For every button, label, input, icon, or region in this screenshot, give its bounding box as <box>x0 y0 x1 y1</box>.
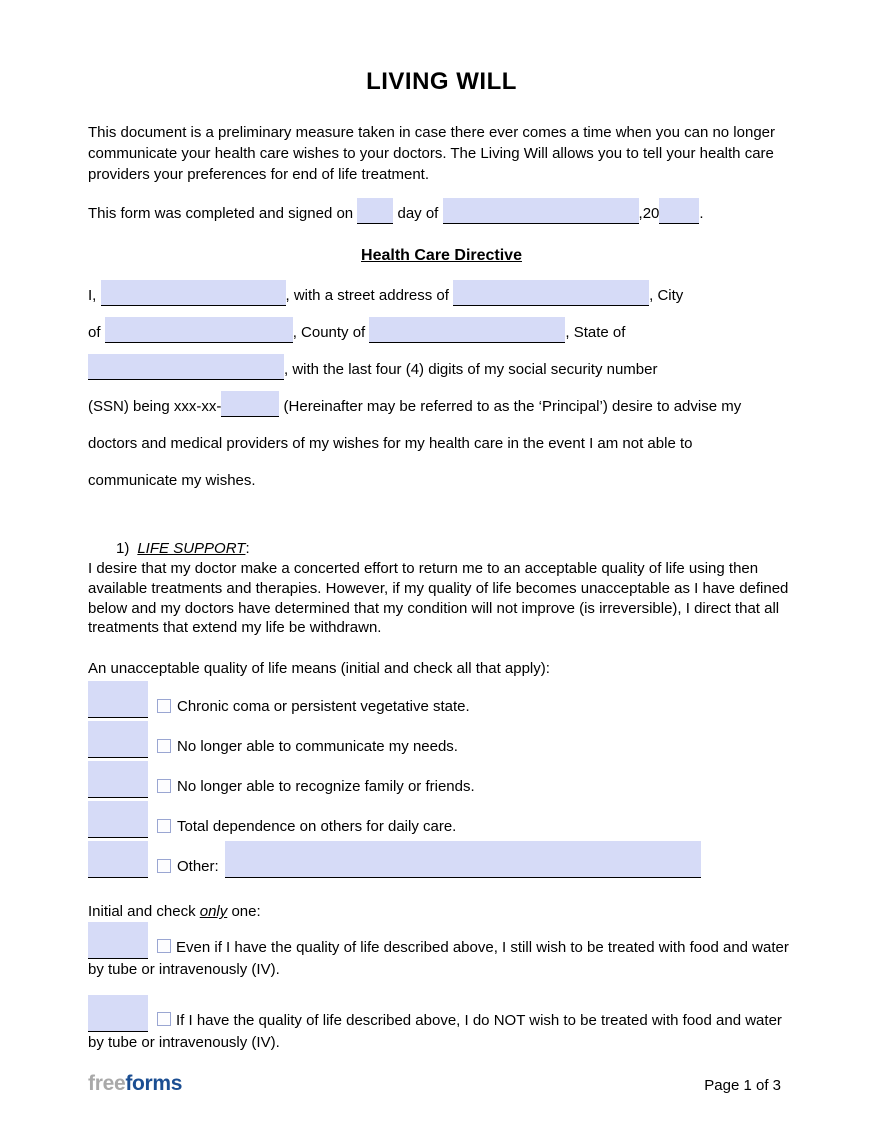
checkbox-communicate-needs[interactable] <box>157 739 171 753</box>
directive-text: , County of <box>292 324 366 341</box>
street-address-field[interactable] <box>453 280 649 306</box>
only-word: only <box>199 903 228 921</box>
criteria-row <box>88 681 795 718</box>
option-label: If I have the quality of life described above, I do NOT wish to be treated with food and water by tube or intravenously (IV). <box>88 1012 782 1052</box>
criteria-label: No longer able to recognize family or friends. <box>177 778 475 796</box>
principal-name-field[interactable] <box>101 280 286 306</box>
checkbox-option-feed-yes[interactable] <box>157 939 171 953</box>
directive-line-3 <box>88 351 795 388</box>
initial-field-option-feed-no[interactable] <box>88 995 148 1032</box>
city-field[interactable] <box>105 317 293 343</box>
directive-line-1 <box>88 277 795 314</box>
checkbox-recognize-family[interactable] <box>157 779 171 793</box>
initial-field-option-feed-yes[interactable] <box>88 922 148 959</box>
logo-free-text: free <box>88 1072 126 1095</box>
criteria-row <box>88 801 795 838</box>
directive-text: , with a street address of <box>285 287 449 304</box>
criteria-intro: An unacceptable quality of life means (initial and check all that apply): <box>88 660 550 678</box>
other-description-field[interactable] <box>225 841 701 878</box>
checkbox-option-feed-no[interactable] <box>157 1012 171 1026</box>
page-number: Page 1 of 3 <box>704 1077 781 1094</box>
section-colon: : <box>245 540 250 557</box>
criteria-row-other <box>88 841 795 878</box>
directive-line-6 <box>88 462 795 499</box>
checkbox-total-dependence[interactable] <box>157 819 171 833</box>
initial-field-total-dependence[interactable] <box>88 801 148 838</box>
signed-dayof-text: day of <box>397 205 439 222</box>
page-footer <box>88 1072 795 1096</box>
ssn-last4-field[interactable] <box>221 391 279 417</box>
checkbox-chronic-coma[interactable] <box>157 699 171 713</box>
initial-field-chronic-coma[interactable] <box>88 681 148 718</box>
signed-year-prefix-text: ,20 <box>638 205 660 222</box>
only-post-text: one: <box>231 903 261 921</box>
initial-field-communicate-needs[interactable] <box>88 721 148 758</box>
intro-paragraph: This document is a preliminary measure taken in case there ever comes a time when you can no longer communicate your health care wishes to your doctors. The Living Will allows you to tell your health care providers your preferences for end of life treatment. <box>88 124 776 183</box>
life-support-body: I desire that my doctor make a concerted effort to return me to an acceptable quality of life using then available treatments and therapies. However, if my quality of life becomes unacceptable as I have defined below and my doctors have determined that my condition will not improve (is irreversible), I direct that all treatments that extend my life be withdrawn. <box>88 560 789 637</box>
state-field[interactable] <box>88 354 284 380</box>
signed-month-field[interactable] <box>443 198 639 224</box>
life-support-heading <box>88 539 795 559</box>
directive-text: , State of <box>565 324 626 341</box>
directive-text: doctors and medical providers of my wishes for my health care in the event I am not able to <box>88 435 693 452</box>
logo-forms-text: forms <box>125 1072 183 1095</box>
criteria-row <box>88 721 795 758</box>
initial-field-recognize-family[interactable] <box>88 761 148 798</box>
directive-text: , City <box>649 287 684 304</box>
directive-line-5 <box>88 425 795 462</box>
signed-day-field[interactable] <box>357 198 393 224</box>
freeforms-logo <box>88 1072 182 1096</box>
signed-year-field[interactable] <box>659 198 699 224</box>
criteria-label: Total dependence on others for daily care. <box>177 818 457 836</box>
criteria-label: Other: <box>177 858 219 876</box>
option-label: Even if I have the quality of life described above, I still wish to be treated with food and water by tube or intravenously (IV). <box>88 939 789 979</box>
section-title: LIFE SUPPORT <box>137 540 246 557</box>
signed-end-text: . <box>699 205 704 222</box>
checkbox-other[interactable] <box>157 859 171 873</box>
signed-date-line <box>88 197 795 231</box>
section-number: 1) <box>116 540 130 557</box>
criteria-label: No longer able to communicate my needs. <box>177 738 458 756</box>
option-row-feed-no <box>88 995 795 1053</box>
option-row-feed-yes <box>88 922 795 980</box>
directive-line-2 <box>88 314 795 351</box>
signed-prefix-text: This form was completed and signed on <box>88 205 354 222</box>
only-pre-text: Initial and check <box>88 903 196 921</box>
criteria-row <box>88 761 795 798</box>
directive-text: communicate my wishes. <box>88 472 256 489</box>
directive-text: I, <box>88 287 97 304</box>
ssn-prefix-text: (SSN) being xxx-xx- <box>88 398 222 415</box>
directive-heading: Health Care Directive <box>361 247 522 264</box>
directive-text: , with the last four (4) digits of my social security number <box>284 361 658 378</box>
county-field[interactable] <box>369 317 565 343</box>
directive-line-4 <box>88 388 795 425</box>
directive-text: of <box>88 324 101 341</box>
directive-text: (Hereinafter may be referred to as the ‘Principal’) desire to advise my <box>283 398 742 415</box>
page-title: LIVING WILL <box>366 68 517 95</box>
criteria-label: Chronic coma or persistent vegetative state. <box>177 698 470 716</box>
only-one-intro <box>88 903 795 920</box>
initial-field-other[interactable] <box>88 841 148 878</box>
